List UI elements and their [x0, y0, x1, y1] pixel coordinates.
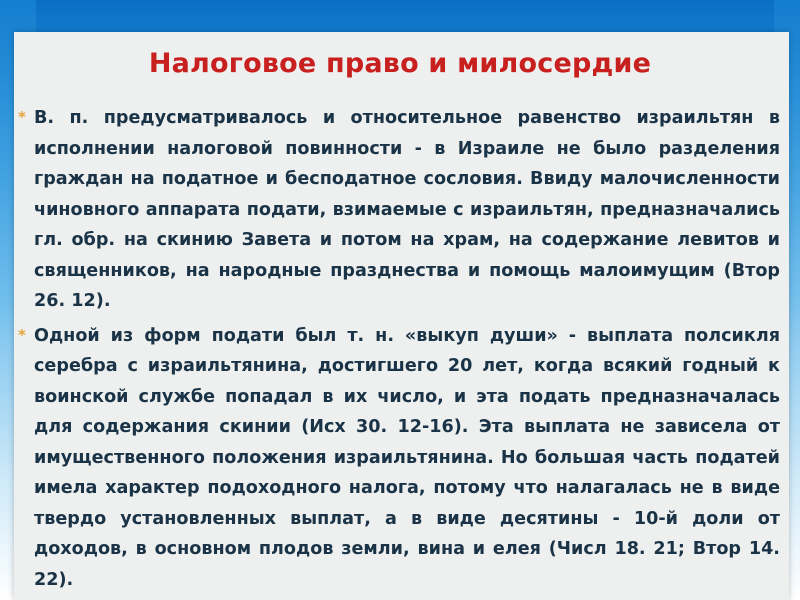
bullet-item: [18, 103, 780, 317]
paragraph-text: Одной из форм подати был т. н. «выкуп души» - выплата полсикля серебра с израильтянина, достигшего 20 лет, когда всякий годный к воинской службе попадал в их число, и эта подать предназначалась для содержания скинии (Исх 30. 12-16). Эта выплата не зависела от имущественного положения израильтянина. Но большая часть податей имела характер подоходного налога, потому что налагалась не в виде твердо установленных выплат, а в виде десятины - 10-й доли от доходов, в основном плодов земли, вина и елея (Числ 18. 21; Втор 14. 22).: [34, 325, 780, 590]
bullet-item: [18, 321, 780, 596]
paragraph-text: В. п. предусматривалось и относительное равенство израильтян в исполнении налоговой повинности - в Израиле не было разделения граждан на податное и бесподатное сословия. Ввиду малочисленности чиновного аппарата подати, взимаемые с израильтян, предназначались гл. обр. на скинию Завета и потом на храм, на содержание левитов и священников, на народные празднества и помощь малоимущим (Втор 26. 12).: [34, 108, 780, 311]
bullet-star-icon: *: [18, 325, 26, 344]
slide-title: Налоговое право и милосердие: [148, 48, 652, 79]
slide-body: [18, 103, 780, 599]
bullet-star-icon: *: [18, 108, 26, 126]
